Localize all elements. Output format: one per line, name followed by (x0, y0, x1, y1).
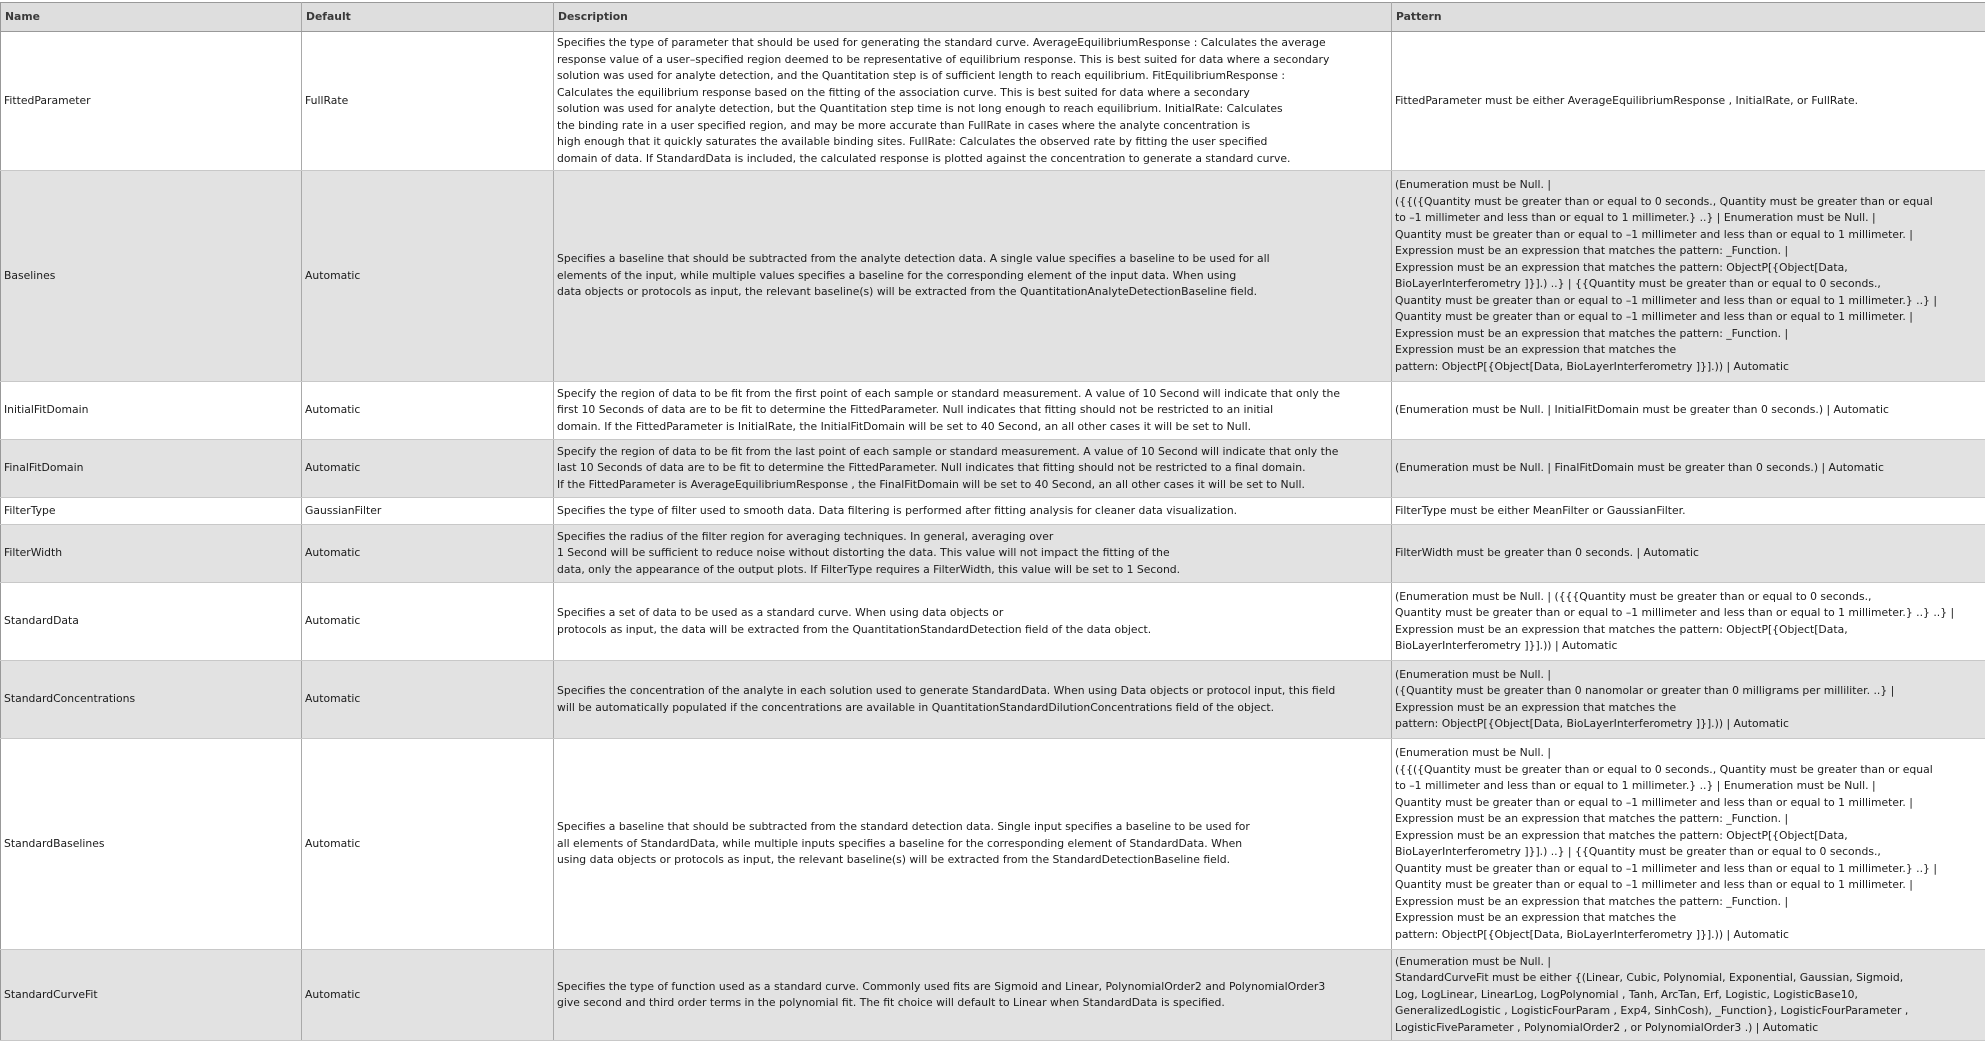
option-default: FullRate (302, 32, 554, 171)
option-default: Automatic (302, 583, 554, 661)
option-description: Specifies the concentration of the analyte in each solution used to generate StandardData. When using Data objects or protocol input, this field will be automatically populated if the concentrations are available in QuantitationStandardDilutionConcentrations field of the object. (554, 661, 1392, 739)
option-pattern: FilterType must be either MeanFilter or GaussianFilter. (1392, 498, 1985, 525)
table-row (1, 950, 1985, 1041)
table-row (1, 440, 1985, 498)
option-default: Automatic (302, 739, 554, 950)
option-description: Specifies the type of filter used to smooth data. Data filtering is performed after fitting analysis for cleaner data visualization. (554, 498, 1392, 525)
option-default: Automatic (302, 171, 554, 382)
option-name: InitialFitDomain (1, 382, 302, 440)
option-default: Automatic (302, 440, 554, 498)
option-description: Specifies the type of function used as a standard curve. Commonly used fits are Sigmoid and Linear, PolynomialOrder2 and PolynomialOrder3 give second and third order terms in the polynomial fit. The fit choice will default to Linear when StandardData is specified. (554, 950, 1392, 1041)
table-row (1, 382, 1985, 440)
option-description: Specify the region of data to be fit from the last point of each sample or standard measurement. A value of 10 Second will indicate that only the last 10 Seconds of data are to be fit to determine the FittedParameter. Null indicates that fitting should not be restricted to a final domain. If the FittedParameter is AverageEquilibriumResponse , the FinalFitDomain will be set to 40 Second, an all other cases it will be set to Null. (554, 440, 1392, 498)
option-name: FittedParameter (1, 32, 302, 171)
option-description: Specifies a set of data to be used as a standard curve. When using data objects or protocols as input, the data will be extracted from the QuantitationStandardDetection field of the data object. (554, 583, 1392, 661)
option-pattern: (Enumeration must be Null. | ({{{Quantity must be greater than or equal to 0 seconds., Quantity must be greater than or equal to –1 millimeter and less than or equal to 1 millimeter.} ..} ..} | Expression must be an expression that matches the pattern: ObjectP[{Object[Data, BioLayerInterferometry ]}].)) | Automatic (1392, 583, 1985, 661)
option-name: StandardBaselines (1, 739, 302, 950)
table-row (1, 32, 1985, 171)
option-name: FilterWidth (1, 525, 302, 583)
option-default: Automatic (302, 661, 554, 739)
table-row (1, 498, 1985, 525)
option-pattern: (Enumeration must be Null. | ({{({Quantity must be greater than or equal to 0 seconds., Quantity must be greater than or equal to –1 millimeter and less than or equal to 1 millimeter.} ..} | Enumeration must be Null. | Quantity must be greater than or equal to –1 millimeter and less than or equal to 1 millimeter. | Expression must be an expression that matches the pattern: _Function. | Expression must be an expression that matches the pattern: ObjectP[{Object[Data, BioLayerInterferometry ]}].) ..} | {{Quantity must be greater than or equal to 0 seconds., Quantity must be greater than or equal to –1 millimeter and less than or equal to 1 millimeter.} ..} | Quantity must be greater than or equal to –1 millimeter and less than or equal to 1 millimeter. | Expression must be an expression that matches the pattern: _Function. | Expression must be an expression that matches the pattern: ObjectP[{Object[Data, BioLayerInterferometry ]}].)) | Automatic (1392, 739, 1985, 950)
option-name: StandardConcentrations (1, 661, 302, 739)
option-name: StandardCurveFit (1, 950, 302, 1041)
option-default: Automatic (302, 382, 554, 440)
header-row (1, 3, 1985, 32)
option-description: Specifies the radius of the filter region for averaging techniques. In general, averaging over 1 Second will be sufficient to reduce noise without distorting the data. This value will not impact the fitting of the data, only the appearance of the output plots. If FilterType requires a FilterWidth, this value will be set to 1 Second. (554, 525, 1392, 583)
option-default: GaussianFilter (302, 498, 554, 525)
option-pattern: (Enumeration must be Null. | InitialFitDomain must be greater than 0 seconds.) | Automatic (1392, 382, 1985, 440)
option-name: FinalFitDomain (1, 440, 302, 498)
table-row (1, 661, 1985, 739)
option-description: Specify the region of data to be fit from the first point of each sample or standard measurement. A value of 10 Second will indicate that only the first 10 Seconds of data are to be fit to determine the FittedParameter. Null indicates that fitting should not be restricted to an initial domain. If the FittedParameter is InitialRate, the InitialFitDomain will be set to 40 Second, an all other cases it will be set to Null. (554, 382, 1392, 440)
header-pattern: Pattern (1392, 3, 1985, 32)
option-default: Automatic (302, 525, 554, 583)
option-name: FilterType (1, 498, 302, 525)
option-description: Specifies a baseline that should be subtracted from the analyte detection data. A single value specifies a baseline to be used for all elements of the input, while multiple values specifies a baseline for the corresponding element of the input data. When using data objects or protocols as input, the relevant baseline(s) will be extracted from the QuantitationAnalyteDetectionBaseline field. (554, 171, 1392, 382)
option-pattern: (Enumeration must be Null. | ({{({Quantity must be greater than or equal to 0 seconds., Quantity must be greater than or equal to –1 millimeter and less than or equal to 1 millimeter.} ..} | Enumeration must be Null. | Quantity must be greater than or equal to –1 millimeter and less than or equal to 1 millimeter. | Expression must be an expression that matches the pattern: _Function. | Expression must be an expression that matches the pattern: ObjectP[{Object[Data, BioLayerInterferometry ]}].) ..} | {{Quantity must be greater than or equal to 0 seconds., Quantity must be greater than or equal to –1 millimeter and less than or equal to 1 millimeter.} ..} | Quantity must be greater than or equal to –1 millimeter and less than or equal to 1 millimeter. | Expression must be an expression that matches the pattern: _Function. | Expression must be an expression that matches the pattern: ObjectP[{Object[Data, BioLayerInterferometry ]}].)) | Automatic (1392, 171, 1985, 382)
table-row (1, 739, 1985, 950)
header-default: Default (302, 3, 554, 32)
option-default: Automatic (302, 950, 554, 1041)
table-row (1, 583, 1985, 661)
option-name: StandardData (1, 583, 302, 661)
table-row (1, 171, 1985, 382)
header-description: Description (554, 3, 1392, 32)
table-row (1, 525, 1985, 583)
option-name: Baselines (1, 171, 302, 382)
option-pattern: FilterWidth must be greater than 0 seconds. | Automatic (1392, 525, 1985, 583)
option-pattern: (Enumeration must be Null. | FinalFitDomain must be greater than 0 seconds.) | Automatic (1392, 440, 1985, 498)
option-description: Specifies the type of parameter that should be used for generating the standard curve. AverageEquilibriumResponse : Calculates the average response value of a user–specified region deemed to be representative of equilibrium response. This is best suited for data where a secondary solution was used for analyte detection, and the Quantitation step is of sufficient length to reach equilibrium. FitEquilibriumResponse : Calculates the equilibrium response based on the fitting of the association curve. This is best suited for data where a secondary solution was used for analyte detection, but the Quantitation step time is not long enough to reach equilibrium. InitialRate: Calculates the binding rate in a user specified region, and may be more accurate than FullRate in cases where the analyte concentration is high enough that it quickly saturates the available binding sites. FullRate: Calculates the observed rate by fitting the user specified domain of data. If StandardData is included, the calculated response is plotted against the concentration to generate a standard curve. (554, 32, 1392, 171)
header-name: Name (1, 3, 302, 32)
option-pattern: FittedParameter must be either AverageEquilibriumResponse , InitialRate, or FullRate. (1392, 32, 1985, 171)
option-pattern: (Enumeration must be Null. | ({Quantity must be greater than 0 nanomolar or greater than 0 milligrams per milliliter. ..} | Expression must be an expression that matches the pattern: ObjectP[{Object[Data, BioLayerInterferometry ]}].)) | Automatic (1392, 661, 1985, 739)
option-pattern: (Enumeration must be Null. | StandardCurveFit must be either {(Linear, Cubic, Polynomial, Exponential, Gaussian, Sigmoid, Log, LogLinear, LinearLog, LogPolynomial , Tanh, ArcTan, Erf, Logistic, LogisticBase10, GeneralizedLogistic , LogisticFourParam , Exp4, SinhCosh), _Function}, LogisticFourParameter , LogisticFiveParameter , PolynomialOrder2 , or PolynomialOrder3 .) | Automatic (1392, 950, 1985, 1041)
option-description: Specifies a baseline that should be subtracted from the standard detection data. Single input specifies a baseline to be used for all elements of StandardData, while multiple inputs specifies a baseline for the corresponding element of StandardData. When using data objects or protocols as input, the relevant baseline(s) will be extracted from the StandardDetectionBaseline field. (554, 739, 1392, 950)
options-table (0, 2, 1985, 1041)
